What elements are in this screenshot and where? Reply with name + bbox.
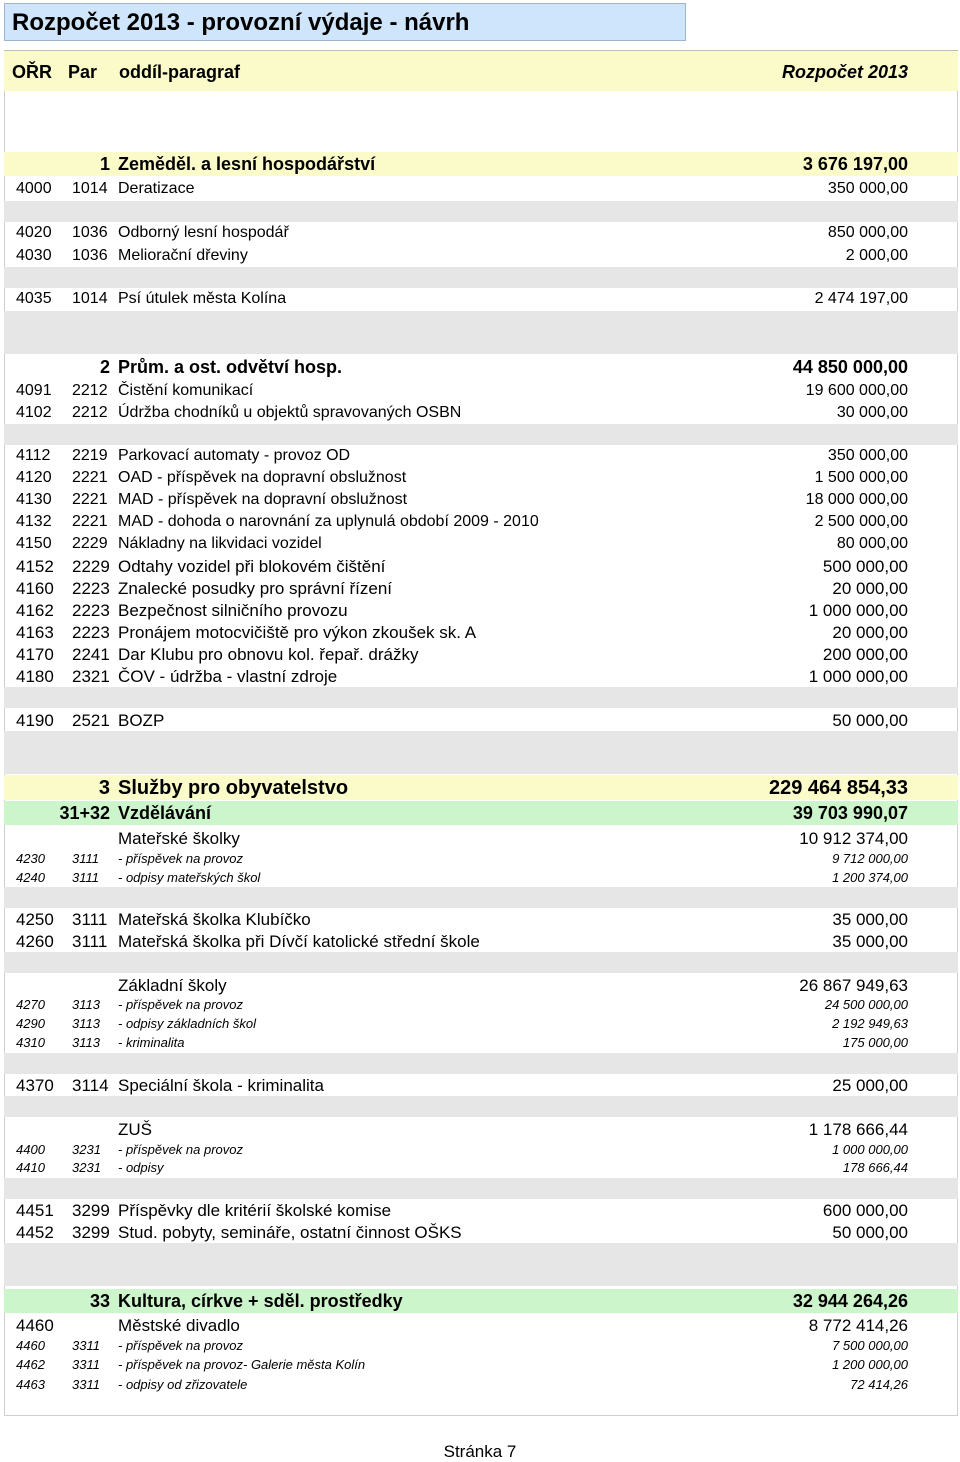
separator-band — [4, 1096, 958, 1117]
separator-band — [4, 1243, 958, 1264]
table-row — [4, 827, 958, 849]
cell-value: 44 850 000,00 — [792, 357, 908, 377]
cell-par: 2221 — [72, 491, 108, 508]
cell-value: 850 000,00 — [827, 224, 908, 241]
cell-name: Speciální škola - kriminalita — [118, 1076, 324, 1095]
cell-par: 3311 — [72, 1357, 100, 1372]
cell-value: 39 703 990,07 — [792, 803, 908, 823]
table-row — [4, 621, 958, 643]
cell-par: 3113 — [72, 1016, 100, 1031]
cell-orr: 4463 — [16, 1377, 45, 1392]
section-row — [4, 355, 958, 379]
cell-orr: 4451 — [16, 1201, 54, 1220]
cell-value: 2 500 000,00 — [814, 513, 908, 530]
cell-section-number: 3 — [98, 777, 110, 799]
header-orr: OŘR — [12, 62, 52, 82]
cell-name: - odpisy mateřských škol — [118, 870, 261, 885]
table-row — [4, 1033, 958, 1051]
cell-value: 350 000,00 — [827, 447, 908, 464]
table-row — [4, 380, 958, 402]
cell-par: 2521 — [72, 711, 110, 730]
cell-name: Parkovací automaty - provoz OD — [118, 447, 351, 464]
cell-value: 50 000,00 — [832, 1223, 908, 1242]
separator-band — [4, 201, 958, 222]
cell-orr: 4370 — [16, 1076, 54, 1095]
cell-value: 175 000,00 — [842, 1035, 908, 1050]
table-row — [4, 974, 958, 996]
cell-value: 2 474 197,00 — [814, 290, 908, 307]
table-row — [4, 467, 958, 489]
cell-value: 1 000 000,00 — [808, 601, 908, 620]
cell-orr: 4462 — [16, 1357, 45, 1372]
separator-band — [4, 887, 958, 908]
section-row — [4, 152, 958, 176]
cell-par: 3111 — [72, 910, 108, 929]
table-row — [4, 555, 958, 577]
cell-orr: 4460 — [16, 1316, 54, 1335]
cell-value: 10 912 374,00 — [799, 829, 908, 848]
cell-name: - odpisy — [118, 1160, 164, 1175]
cell-name: OAD - příspěvek na dopravní obslužnost — [118, 469, 407, 486]
separator-band — [4, 952, 958, 973]
page-title: Rozpočet 2013 - provozní výdaje - návrh — [12, 9, 470, 36]
cell-orr: 4130 — [16, 491, 52, 508]
cell-name: - příspěvek na provoz — [118, 997, 244, 1012]
cell-name: - příspěvek na provoz — [118, 851, 244, 866]
cell-name: Základní školy — [118, 976, 227, 995]
cell-name: - kriminalita — [118, 1035, 185, 1050]
cell-value: 229 464 854,33 — [768, 777, 908, 799]
cell-orr: 4091 — [16, 382, 52, 399]
cell-value: 600 000,00 — [822, 1201, 908, 1220]
cell-par: 2223 — [72, 579, 110, 598]
cell-value: 3 676 197,00 — [802, 154, 908, 174]
cell-orr: 4132 — [16, 513, 52, 530]
cell-orr: 4460 — [16, 1338, 45, 1353]
cell-orr: 4112 — [16, 447, 51, 464]
cell-par: 1036 — [72, 224, 108, 241]
table-row — [4, 1221, 958, 1243]
separator-band — [4, 267, 958, 288]
cell-orr: 4030 — [16, 247, 52, 264]
cell-value: 24 500 000,00 — [824, 997, 908, 1012]
cell-orr: 4452 — [16, 1223, 54, 1242]
page-footer: Stránka 7 — [443, 1442, 517, 1461]
cell-par: 3311 — [72, 1377, 100, 1392]
cell-orr: 4260 — [16, 932, 54, 951]
table-row — [4, 849, 958, 867]
table-row — [4, 1336, 958, 1354]
cell-value: 200 000,00 — [822, 645, 908, 664]
cell-value: 9 712 000,00 — [832, 851, 908, 866]
cell-orr: 4170 — [16, 645, 54, 664]
header-par: Par — [68, 62, 98, 82]
cell-value: 2 000,00 — [845, 247, 908, 264]
cell-name: BOZP — [118, 711, 165, 730]
cell-name: Mateřské školky — [118, 829, 240, 848]
cell-par: 1036 — [72, 247, 108, 264]
cell-orr: 4163 — [16, 623, 54, 642]
cell-par: 2221 — [72, 513, 108, 530]
separator-band — [4, 731, 958, 752]
cell-orr: 4290 — [16, 1016, 45, 1031]
cell-value: 350 000,00 — [827, 180, 908, 197]
cell-section-number: 33 — [89, 1291, 110, 1311]
table-row — [4, 868, 958, 886]
table-row — [4, 1014, 958, 1032]
cell-orr: 4000 — [16, 180, 52, 197]
cell-orr: 4310 — [16, 1035, 45, 1050]
cell-value: 26 867 949,63 — [799, 976, 908, 995]
table-row — [4, 533, 958, 555]
cell-name: ZUŠ — [118, 1120, 152, 1139]
cell-par: 3299 — [72, 1201, 110, 1220]
table-row — [4, 995, 958, 1013]
separator-band — [4, 1178, 958, 1199]
cell-name: - odpisy základních škol — [118, 1016, 257, 1031]
cell-section-number: 1 — [99, 154, 110, 174]
separator-band — [4, 311, 958, 332]
cell-par: 1014 — [72, 290, 108, 307]
header-value: Rozpočet 2013 — [781, 62, 908, 82]
table-row — [4, 245, 958, 267]
cell-name: Znalecké posudky pro správní řízení — [118, 579, 393, 598]
cell-orr: 4270 — [16, 997, 45, 1012]
cell-name: Bezpečnost silničního provozu — [118, 601, 348, 620]
separator-band — [4, 1053, 958, 1074]
cell-section-name: Služby pro obyvatelstvo — [118, 777, 349, 799]
cell-name: Odtahy vozidel při blokovém čištění — [118, 557, 386, 576]
budget-table — [4, 0, 958, 1459]
table-row — [4, 1074, 958, 1096]
cell-name: Městské divadlo — [118, 1316, 240, 1335]
section-row — [4, 1289, 958, 1313]
cell-orr: 4120 — [16, 469, 52, 486]
cell-orr: 4150 — [16, 535, 52, 552]
table-row — [4, 1314, 958, 1336]
cell-value: 72 414,26 — [850, 1377, 908, 1392]
cell-name: Meliorační dřeviny — [118, 247, 248, 264]
cell-name: Odborný lesní hospodář — [118, 224, 289, 241]
table-row — [4, 178, 958, 200]
cell-par: 2229 — [72, 557, 110, 576]
cell-orr: 4152 — [16, 557, 54, 576]
cell-orr: 4400 — [16, 1142, 45, 1157]
cell-par: 3231 — [72, 1142, 101, 1157]
cell-par: 3299 — [72, 1223, 110, 1242]
table-row — [4, 489, 958, 511]
cell-name: ČOV - údržba - vlastní zdroje — [118, 667, 338, 686]
cell-value: 32 944 264,26 — [792, 1291, 908, 1311]
table-row — [4, 908, 958, 930]
table-row — [4, 402, 958, 424]
cell-name: Stud. pobyty, semináře, ostatní činnost OŠKS — [118, 1223, 462, 1242]
cell-name: MAD - příspěvek na dopravní obslužnost — [118, 491, 408, 508]
cell-par: 2219 — [72, 447, 108, 464]
cell-par: 2229 — [72, 535, 108, 552]
cell-name: - odpisy od zřizovatele — [118, 1377, 248, 1392]
cell-value: 1 200 374,00 — [832, 870, 908, 885]
cell-orr: 4160 — [16, 579, 54, 598]
cell-par: 3111 — [72, 870, 99, 885]
cell-name: Pronájem motocvičiště pro výkon zkoušek sk. A — [118, 623, 477, 642]
cell-value: 178 666,44 — [842, 1160, 908, 1175]
header-name: oddíl-paragraf — [119, 62, 241, 82]
cell-value: 30 000,00 — [836, 404, 908, 421]
cell-value: 19 600 000,00 — [805, 382, 908, 399]
cell-value: 25 000,00 — [832, 1076, 908, 1095]
cell-value: 1 000 000,00 — [832, 1142, 908, 1157]
cell-par: 2223 — [72, 623, 110, 642]
cell-par: 2221 — [72, 469, 108, 486]
cell-par: 3113 — [72, 1035, 100, 1050]
cell-par: 3113 — [72, 997, 100, 1012]
separator-band — [4, 687, 958, 708]
cell-par: 2241 — [72, 645, 110, 664]
cell-value: 20 000,00 — [832, 623, 908, 642]
cell-par: 2212 — [72, 382, 108, 399]
cell-orr: 4410 — [16, 1160, 45, 1175]
cell-par: 3114 — [72, 1076, 109, 1095]
cell-name: Čistění komunikací — [118, 382, 254, 399]
cell-value: 1 200 000,00 — [832, 1357, 908, 1372]
cell-par: 3231 — [72, 1160, 101, 1175]
table-row — [4, 445, 958, 467]
section-row — [4, 775, 958, 800]
cell-name: Údržba chodníků u objektů spravovaných OSBN — [118, 404, 462, 421]
cell-value: 7 500 000,00 — [832, 1338, 908, 1353]
table-row — [4, 1118, 958, 1140]
separator-band — [4, 424, 958, 445]
separator-band — [4, 1264, 958, 1286]
table-row — [4, 599, 958, 621]
cell-par: 3111 — [72, 851, 99, 866]
cell-orr: 4102 — [16, 404, 52, 421]
cell-name: Deratizace — [118, 180, 195, 197]
cell-orr: 4250 — [16, 910, 54, 929]
cell-value: 20 000,00 — [832, 579, 908, 598]
cell-orr: 4240 — [16, 870, 45, 885]
table-row — [4, 643, 958, 665]
cell-name: - příspěvek na provoz — [118, 1338, 244, 1353]
table-row — [4, 222, 958, 244]
table-row — [4, 1375, 958, 1393]
cell-name: - příspěvek na provoz- Galerie města Kolín — [118, 1357, 366, 1372]
cell-section-name: Vzdělávání — [118, 803, 212, 823]
separator-band — [4, 752, 958, 774]
cell-section-name: Zeměděl. a lesní hospodářství — [118, 154, 376, 174]
separator-band — [4, 332, 958, 354]
cell-par: 3311 — [72, 1338, 100, 1353]
cell-orr: 4230 — [16, 851, 45, 866]
cell-section-name: Kultura, církve + sděl. prostředky — [118, 1291, 403, 1311]
cell-orr: 4162 — [16, 601, 54, 620]
cell-par: 2321 — [72, 667, 110, 686]
table-row — [4, 288, 958, 310]
table-row — [4, 511, 958, 533]
cell-value: 500 000,00 — [822, 557, 908, 576]
cell-name: Psí útulek města Kolína — [118, 290, 287, 307]
cell-value: 1 000 000,00 — [808, 667, 908, 686]
cell-par: 3111 — [72, 932, 108, 951]
cell-name: Dar Klubu pro obnovu kol. řepař. drážky — [118, 645, 419, 664]
cell-value: 2 192 949,63 — [832, 1016, 908, 1031]
cell-value: 80 000,00 — [836, 535, 908, 552]
cell-value: 18 000 000,00 — [805, 491, 908, 508]
table-row — [4, 930, 958, 952]
table-row — [4, 1158, 958, 1176]
section-row — [4, 801, 958, 825]
cell-name: Příspěvky dle kritérií školské komise — [118, 1201, 392, 1220]
cell-value: 1 178 666,44 — [808, 1120, 908, 1139]
cell-section-number: 31+32 — [59, 803, 110, 823]
table-row — [4, 665, 958, 687]
cell-value: 35 000,00 — [832, 932, 908, 951]
cell-value: 1 500 000,00 — [814, 469, 908, 486]
cell-name: - příspěvek na provoz — [118, 1142, 244, 1157]
cell-value: 50 000,00 — [832, 711, 908, 730]
cell-name: Nákladny na likvidaci vozidel — [118, 535, 322, 552]
table-row — [4, 709, 958, 731]
table-row — [4, 1355, 958, 1373]
cell-name: MAD - dohoda o narovnání za uplynulá období 2009 - 2010 — [118, 513, 539, 530]
table-row — [4, 577, 958, 599]
cell-orr: 4035 — [16, 290, 52, 307]
cell-name: Mateřská školka při Dívčí katolické střední škole — [118, 932, 480, 951]
cell-value: 8 772 414,26 — [808, 1316, 908, 1335]
cell-par: 2223 — [72, 601, 110, 620]
cell-section-name: Prům. a ost. odvětví hosp. — [118, 357, 343, 377]
table-row — [4, 1140, 958, 1158]
cell-par: 2212 — [72, 404, 108, 421]
table-row — [4, 1199, 958, 1221]
cell-orr: 4180 — [16, 667, 54, 686]
cell-orr: 4190 — [16, 711, 54, 730]
cell-name: Mateřská školka Klubíčko — [118, 910, 311, 929]
cell-value: 35 000,00 — [832, 910, 908, 929]
cell-orr: 4020 — [16, 224, 52, 241]
cell-par: 1014 — [72, 180, 108, 197]
cell-section-number: 2 — [99, 357, 110, 377]
